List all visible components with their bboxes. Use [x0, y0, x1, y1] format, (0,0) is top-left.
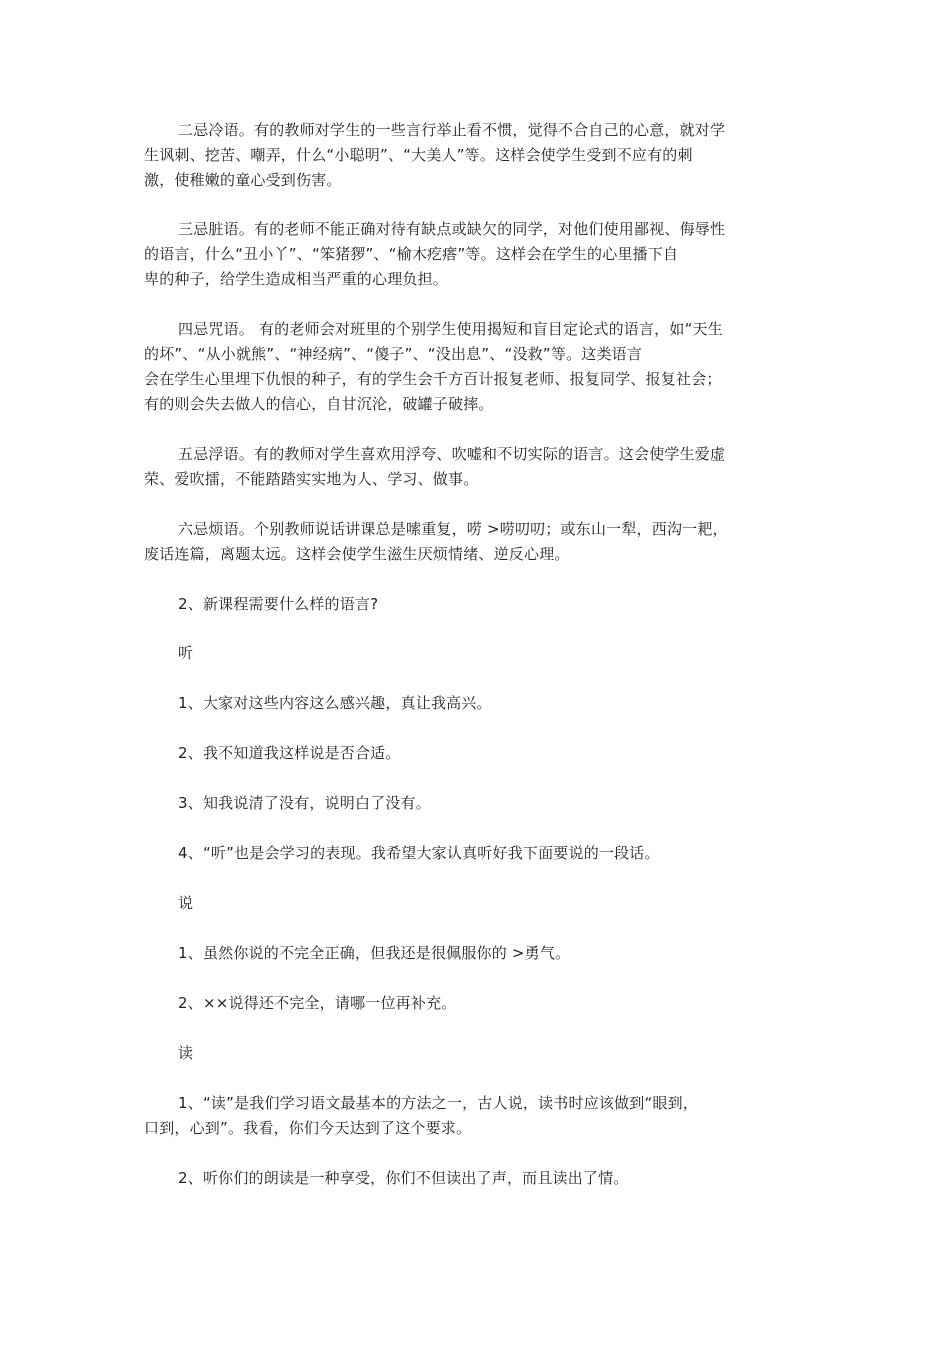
- list-item: 1、大家对这些内容这么感兴趣，真让我高兴。: [178, 694, 492, 712]
- list-item: 2、我不知道我这样说是否合适。: [178, 744, 401, 762]
- paragraph-line: 五忌浮语。有的教师对学生喜欢用浮夸、吹嘘和不切实际的语言。这会使学生爱虚: [178, 445, 726, 463]
- list-item-continuation: 口到，心到”。我看，你们今天达到了这个要求。: [144, 1119, 472, 1137]
- paragraph-line: 激，使稚嫩的童心受到伤害。: [144, 171, 342, 189]
- paragraph-line: 废话连篇，离题太远。这样会使学生滋生厌烦情绪、逆反心理。: [144, 545, 570, 563]
- paragraph-line: 生讽刺、挖苦、嘲弄，什么“小聪明”、“大美人”等。这样会使学生受到不应有的刺: [144, 146, 693, 164]
- list-item: 1、“读”是我们学习语文最基本的方法之一，古人说，读书时应该做到“眼到，: [178, 1094, 699, 1112]
- list-item: 2、××说得还不完全，请哪一位再补充。: [178, 994, 457, 1012]
- paragraph-line: 的坏”、“从小就熊”、“神经病”、“傻子”、“没出息”、“没救”等。这类语言: [144, 345, 643, 363]
- paragraph-line: 二忌冷语。有的教师对学生的一些言行举止看不惯，觉得不合自己的心意，就对学: [178, 121, 726, 139]
- subheading-read: 读: [178, 1044, 194, 1062]
- paragraph-line: 有的则会失去做人的信心，自甘沉沦，破罐子破摔。: [144, 395, 494, 413]
- list-item: 1、虽然你说的不完全正确，但我还是很佩服你的 >勇气。: [178, 944, 571, 962]
- list-item: 2、听你们的朗读是一种享受，你们不但读出了声，而且读出了情。: [178, 1169, 629, 1187]
- paragraph-line: 的语言，什么“丑小丫”、“笨猪猡”、“榆木疙瘩”等。这样会在学生的心里播下自: [144, 245, 679, 263]
- paragraph-line: 四忌咒语。 有的老师会对班里的个别学生使用揭短和盲目定论式的语言，如“天生: [178, 320, 723, 338]
- paragraph-line: 六忌烦语。个别教师说话讲课总是嗦重复，唠 >唠叨叨；或东山一犁，西沟一耙，: [178, 520, 728, 538]
- paragraph-line: 荣、爱吹擂，不能踏踏实实地为人、学习、做事。: [144, 470, 479, 488]
- paragraph-line: 卑的种子，给学生造成相当严重的心理负担。: [144, 270, 449, 288]
- subheading-listen: 听: [178, 644, 194, 662]
- list-item: 3、知我说清了没有，说明白了没有。: [178, 794, 431, 812]
- section-heading: 2、新课程需要什么样的语言?: [178, 595, 379, 613]
- paragraph-line: 三忌脏语。有的老师不能正确对待有缺点或缺欠的同学，对他们使用鄙视、侮辱性: [178, 220, 726, 238]
- paragraph-line: 会在学生心里埋下仇恨的种子，有的学生会千方百计报复老师、报复同学、报复社会；: [144, 370, 722, 388]
- list-item: 4、“听”也是会学习的表现。我希望大家认真听好我下面要说的一段话。: [178, 844, 660, 862]
- subheading-speak: 说: [178, 894, 194, 912]
